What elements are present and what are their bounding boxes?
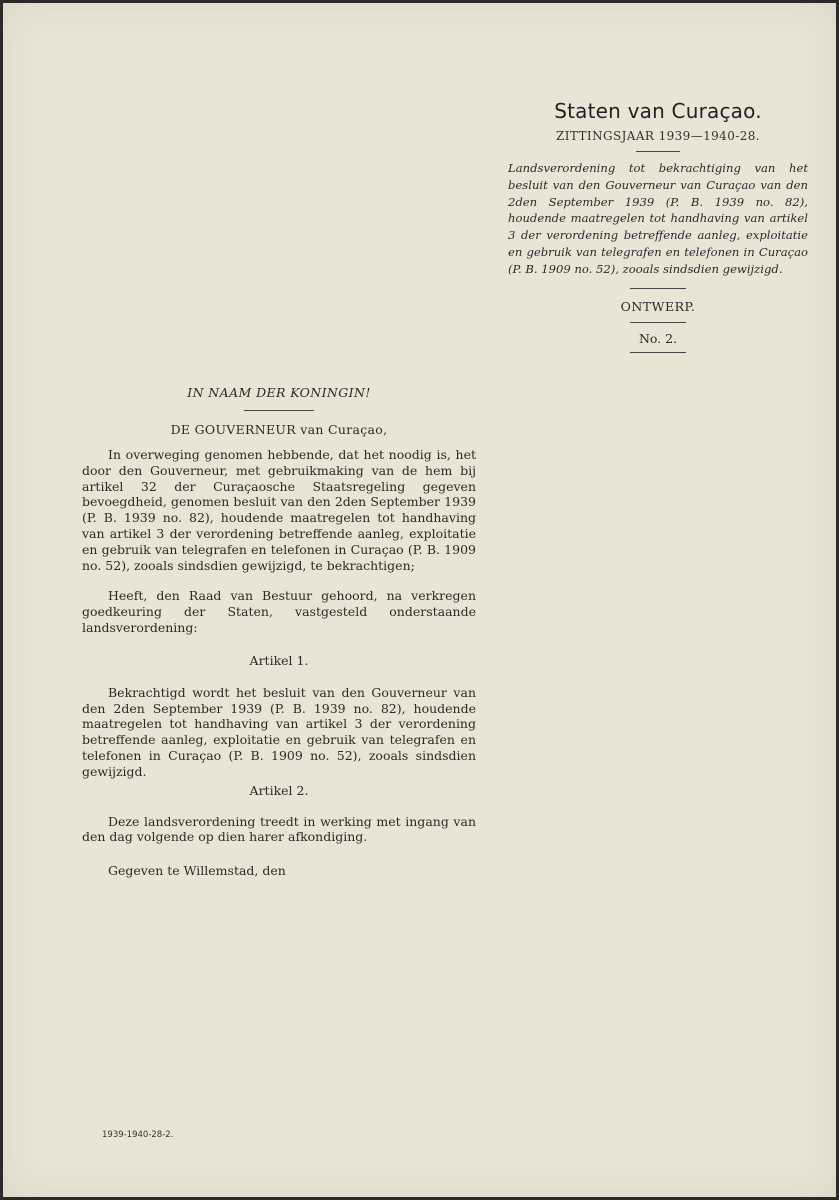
preamble-paragraph: In overweging genomen hebbende, dat het noodig is, het door den Gouverneur, met gebruikmaking van de hem bij artikel 32 der Curaçaosche Staatsregeling gegeven bevoegdheid, genomen besluit van den 2den September 1939 (P. B. 1939 no. 82), houdende maatregelen tot handhaving van artikel 3 der verordening betreffende aanleg, exploitatie en gebruik van telegrafen en telefonen in Curaçao (P. B. 1909 no. 52), zooals sindsdien gewijzigd, te bekrachtigen;: [82, 447, 476, 573]
draft-divider: [630, 322, 686, 323]
article-1-text: Bekrachtigd wordt het besluit van den Gouverneur van den 2den September 1939 (P. B. 1939 no. 82), houdende maatregelen tot handhaving van artikel 3 der verordening betreffende aanleg, exploitatie en gebruik van telegrafen en telefonen in Curaçao (P. B. 1909 no. 52), zooals sindsdien gewijzigd.: [82, 684, 476, 779]
session-year: ZITTINGSJAAR 1939—1940-28.: [556, 129, 760, 143]
article-2-text: Deze landsverordening treedt in werking met ingang van den dag volgende op dien harer afkondiging.: [82, 813, 476, 845]
article-1-heading: Artikel 1.: [249, 652, 309, 668]
enactment-paragraph: Heeft, den Raad van Bestuur gehoord, na verkregen goedkeuring der Staten, vastgesteld onderstaande landsverordening:: [82, 588, 476, 635]
document-code: 1939-1940-28-2.: [102, 1130, 174, 1140]
invocation-divider: [244, 410, 314, 411]
issuer: DE GOUVERNEUR van Curaçao,: [170, 422, 388, 437]
draft-number: No. 2.: [638, 330, 678, 346]
document-body: [82, 385, 476, 879]
draft-label: ONTWERP.: [620, 298, 696, 314]
document-title: Staten van Curaçao.: [554, 99, 762, 123]
document-page: [3, 3, 836, 1197]
invocation: IN NAAM DER KONINGIN!: [187, 385, 371, 400]
article-2-heading: Artikel 2.: [249, 782, 309, 798]
number-divider: [630, 352, 686, 353]
given-at-line: Gegeven te Willemstad, den: [108, 863, 286, 879]
subject-description: Landsverordening tot bekrachtiging van het besluit van den Gouverneur van Curaçao van den 2den September 1939 (P. B. 1939 no. 82), houdende maatregelen tot handhaving van artikel 3 der verordening betreffende aanleg, exploitatie en gebruik van telegrafen en telefonen in Curaçao (P. B. 1909 no. 52), zooals sindsdien gewijzigd.: [508, 161, 808, 276]
document-header: [508, 99, 808, 353]
subject-divider: [630, 288, 686, 289]
header-divider: [636, 151, 680, 152]
